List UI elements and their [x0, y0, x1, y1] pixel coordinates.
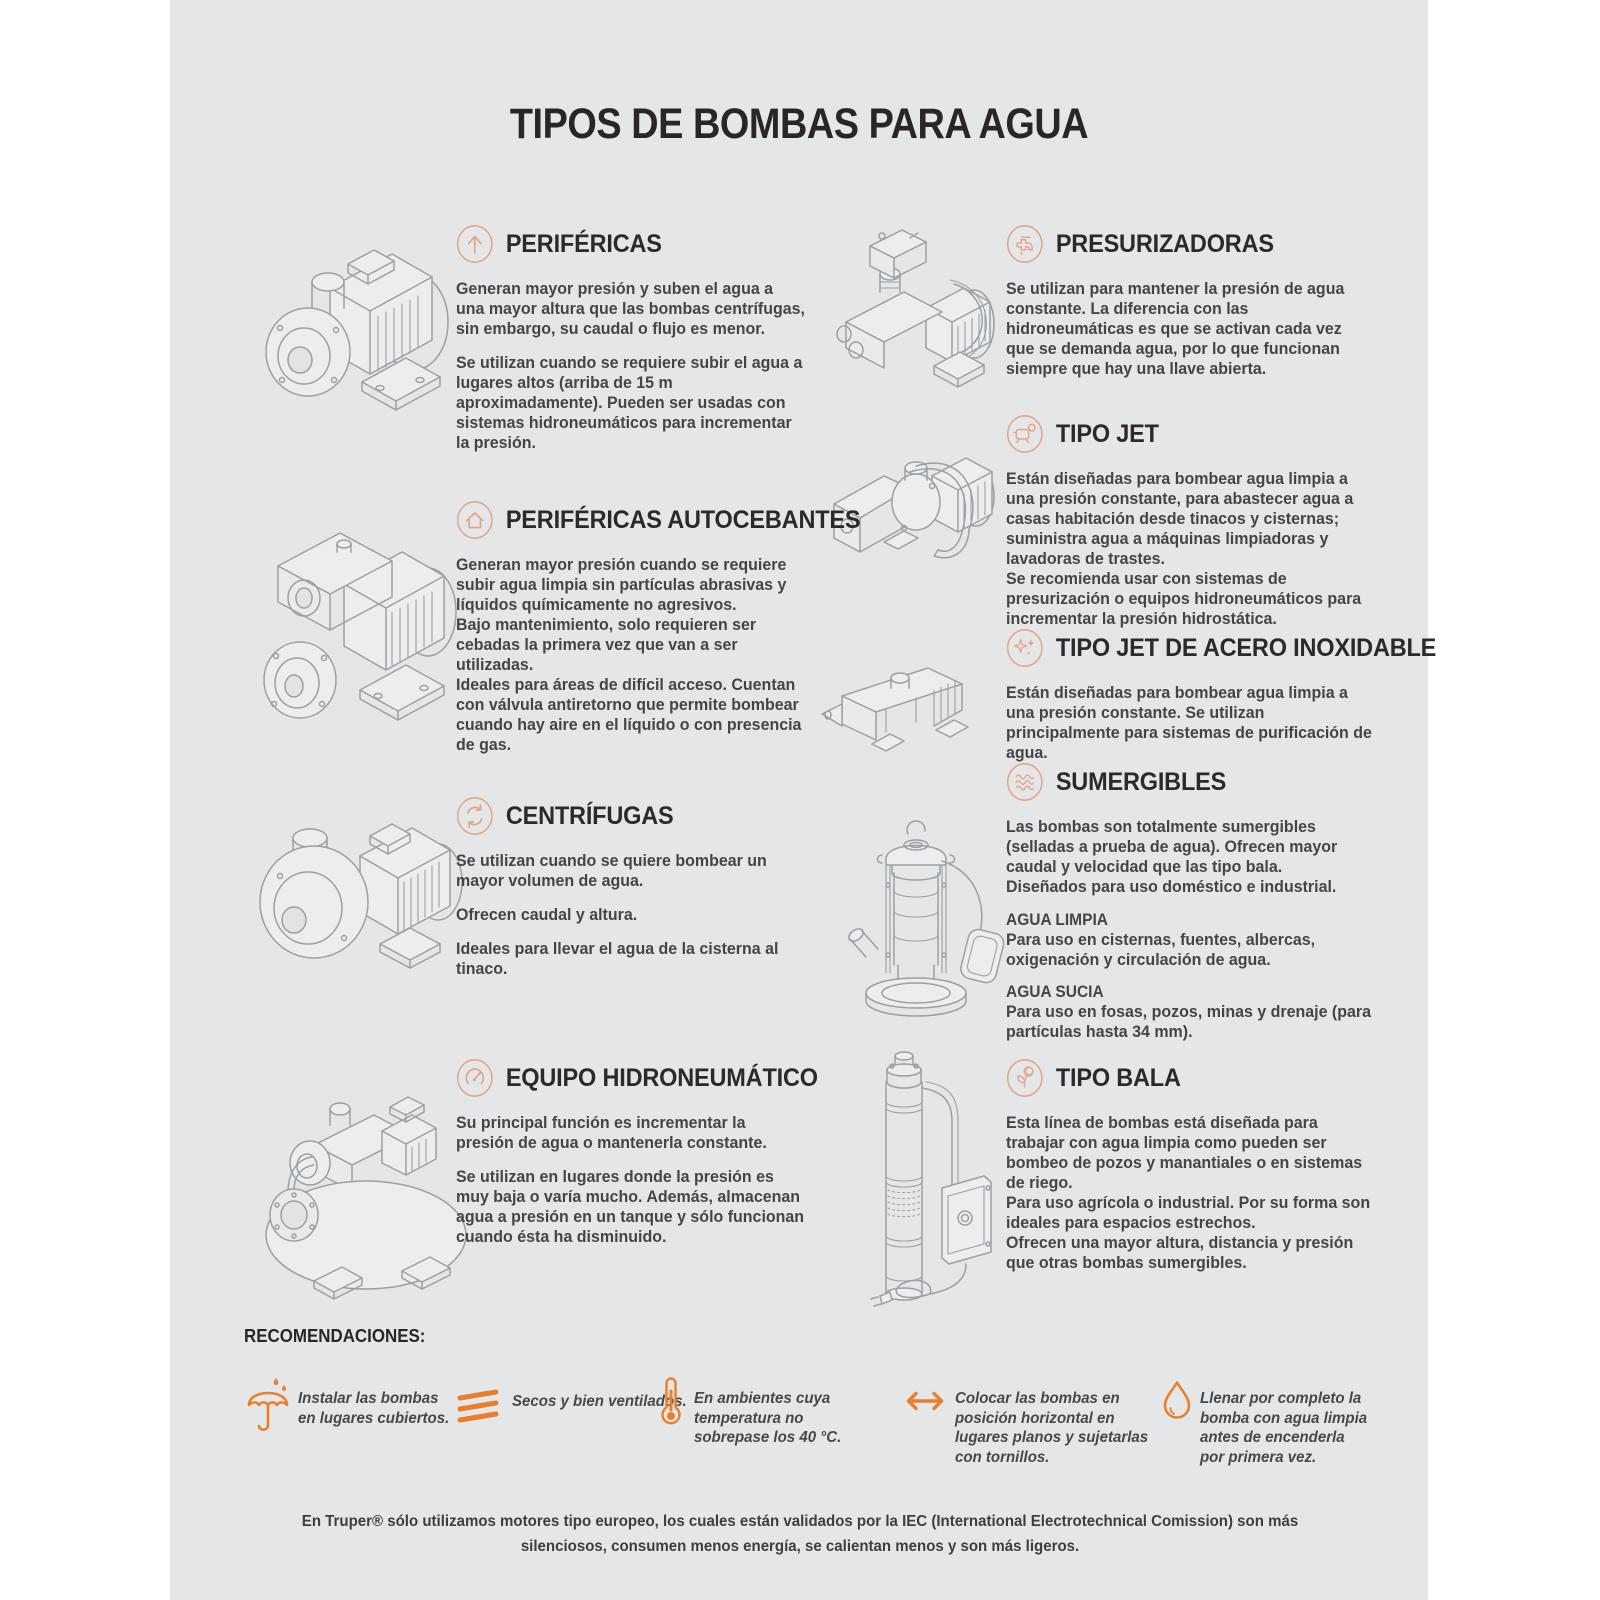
section-paragraph: Ideales para áreas de difícil acceso. Cuentan con válvula antiretorno que permite bombear cuando hay aire en el líquido o con presencia de gas. — [456, 675, 802, 755]
section-paragraph: Esta línea de bombas está diseñada para trabajar con agua limpia como pueden ser bombeo de pozos y manantiales o en sistemas de riego. — [1006, 1113, 1363, 1193]
section-title: CENTRÍFUGAS — [505, 801, 674, 830]
section-paragraph: Para uso agrícola o industrial. Por su forma son ideales para espacios estrechos. — [1006, 1193, 1371, 1233]
section-title: PRESURIZADORAS — [1055, 229, 1274, 258]
section-paragraph: Se recomienda usar con sistemas de presurización o equipos hidroneumáticos para incrementar la presión hidrostática. — [1006, 569, 1362, 629]
section-title: EQUIPO HIDRONEUMÁTICO — [505, 1063, 818, 1092]
section-perifericas-autocebantes — [456, 500, 861, 755]
arrow-up-circle-icon — [456, 224, 494, 264]
recommendation-text: Instalar las bombas en lugares cubiertos. — [298, 1390, 450, 1427]
truper-footer-note: En Truper® sólo utilizamos motores tipo europeo, los cuales están validados por la IEC (International Electrotechnical Comission) son más silenciosos, consumen menos energía, se calientan menos y son más ligeros. — [301, 1513, 1299, 1555]
horizontal-arrows-icon — [903, 1390, 947, 1412]
section-equipo-hidroneumatico — [456, 1058, 818, 1261]
subsection-text: Para uso en cisternas, fuentes, albercas, oxigenación y circulación de agua. — [1006, 930, 1316, 970]
tipo-jet-inoxidable-illustration — [816, 626, 996, 771]
sumergibles-illustration — [830, 815, 1005, 1027]
subsection-text: Para uso en fosas, pozos, minas y drenaje (para partículas hasta 34 mm). — [1006, 1002, 1372, 1042]
equipo-hidroneumatico-illustration — [254, 1055, 474, 1303]
section-paragraph: Ofrecen caudal y altura. — [456, 905, 638, 925]
presurizadoras-illustration — [826, 222, 996, 404]
perifericas-autocebantes-illustration — [248, 500, 460, 738]
pump-machine-circle-icon — [1006, 414, 1044, 454]
tipo-bala-illustration — [850, 1048, 1005, 1316]
section-tipo-jet-inoxidable — [1006, 628, 1437, 777]
waves-circle-icon — [1006, 762, 1044, 802]
section-paragraph: Las bombas son totalmente sumergibles (selladas a prueba de agua). Ofrecen mayor caudal y velocidad que las tipo bala. — [1006, 817, 1338, 877]
section-tipo-jet — [1006, 414, 1373, 629]
water-drop-icon — [1162, 1380, 1192, 1422]
section-paragraph: Se utilizan en lugares donde la presión es muy baja o varía mucho. Además, almacenan agua a presión en un tanque y sólo funcionan cuando ésta ha disminuido. — [456, 1167, 805, 1247]
section-sumergibles — [1006, 762, 1373, 1042]
section-paragraph: Ofrecen una mayor altura, distancia y presión que otras bombas sumergibles. — [1006, 1233, 1354, 1273]
gauge-circle-icon — [456, 1058, 494, 1098]
section-paragraph: Generan mayor presión y suben el agua a una mayor altura que las bombas centrífugas, sin embargo, su caudal o flujo es menor. — [456, 279, 806, 339]
section-paragraph: Están diseñadas para bombear agua limpia a una presión constante, para abastecer agua a casas habitación desde tinacos y cisternas; suministra agua a máquinas limpiadoras y lavadoras de trastes. — [1006, 469, 1354, 569]
subsection-heading-agua-sucia: AGUA SUCIA — [1006, 983, 1104, 1002]
section-title: TIPO JET DE ACERO INOXIDABLE — [1055, 633, 1437, 662]
recommendation-text: Colocar las bombas en posición horizontal en lugares planos y sujetarlas con tornillos. — [955, 1390, 1149, 1466]
umbrella-rain-icon — [246, 1376, 290, 1434]
section-title: PERIFÉRICAS — [505, 229, 662, 258]
section-paragraph: Se utilizan cuando se requiere subir el agua a lugares altos (arriba de 15 m aproximadamente). Pueden ser usadas con sistemas hidroneumáticos para incrementar la presión. — [456, 353, 803, 453]
section-title: PERIFÉRICAS AUTOCEBANTES — [505, 505, 861, 534]
recommendation-text: Secos y bien ventilados. — [512, 1393, 687, 1410]
section-paragraph: Se utilizan cuando se quiere bombear un mayor volumen de agua. — [456, 851, 767, 891]
faucet-circle-icon — [1006, 224, 1044, 264]
subsection-heading-agua-limpia: AGUA LIMPIA — [1006, 911, 1108, 930]
plant-circle-icon — [1006, 1058, 1044, 1098]
sparkles-circle-icon — [1006, 628, 1044, 668]
section-paragraph: Su principal función es incrementar la presión de agua o mantenerla constante. — [456, 1113, 767, 1153]
recommendations-heading: RECOMENDACIONES: — [244, 1326, 426, 1346]
thermometer-icon — [660, 1376, 682, 1428]
section-paragraph: Están diseñadas para bombear agua limpia a una presión constante. Se utilizan principalmente para sistemas de purificación de agua. — [1006, 683, 1372, 763]
ventilation-lines-icon — [455, 1386, 501, 1426]
cycle-arrows-circle-icon — [456, 796, 494, 836]
section-paragraph: Ideales para llevar el agua de la cisterna al tinaco. — [456, 939, 779, 979]
recommendation-text: Llenar por completo la bomba con agua limpia antes de encenderla por primera vez. — [1200, 1390, 1368, 1466]
section-paragraph: Generan mayor presión cuando se requiere subir agua limpia sin partículas abrasivas y líquidos químicamente no agresivos. — [456, 555, 787, 615]
perifericas-illustration — [262, 230, 452, 430]
page-title: TIPOS DE BOMBAS PARA AGUA — [509, 100, 1089, 148]
section-centrifugas — [456, 796, 806, 993]
section-paragraph: Bajo mantenimiento, solo requieren ser cebadas la primera vez que van a ser utilizadas. — [456, 615, 757, 675]
house-circle-icon — [456, 500, 494, 540]
recommendation-text: En ambientes cuya temperatura no sobrepase los 40 °C. — [694, 1390, 842, 1447]
section-paragraph: Diseñados para uso doméstico e industrial. — [1006, 877, 1337, 897]
section-presurizadoras — [1006, 224, 1373, 393]
section-title: SUMERGIBLES — [1055, 767, 1227, 796]
section-paragraph: Se utilizan para mantener la presión de agua constante. La diferencia con las hidroneumáticas es que se activan cada vez que se demanda agua, por lo que funcionan siempre que hay una llave abierta. — [1006, 279, 1345, 379]
tipo-jet-illustration — [820, 418, 1000, 576]
section-tipo-bala — [1006, 1058, 1373, 1273]
section-title: TIPO BALA — [1055, 1063, 1181, 1092]
section-title: TIPO JET — [1055, 419, 1159, 448]
centrifugas-illustration — [250, 798, 465, 976]
section-perifericas — [456, 224, 806, 467]
